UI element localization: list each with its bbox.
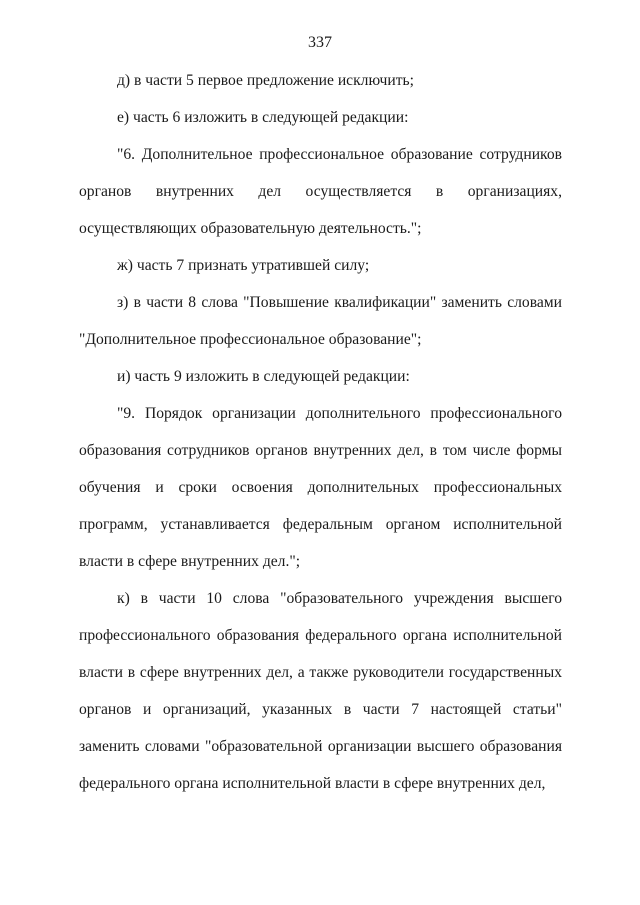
paragraph-quote-9: "9. Порядок организации дополнительного профессионального образования сотрудников органов внутренних дел, в том числе формы обучения и сроки освоения дополнительных профессиональных программ, устанавливается федеральным органом исполнительной власти в сфере внутренних дел.";: [79, 405, 562, 570]
paragraph-z: з) в части 8 слова "Повышение квалификации" заменить словами "Дополнительное профессиональное образование";: [79, 294, 562, 348]
paragraph-i: и) часть 9 изложить в следующей редакции:: [117, 368, 410, 385]
paragraph-d: д) в части 5 первое предложение исключить;: [117, 72, 414, 89]
paragraph-e: е) часть 6 изложить в следующей редакции:: [117, 109, 409, 126]
paragraph-zh: ж) часть 7 признать утратившей силу;: [117, 257, 370, 274]
paragraph-quote-6: "6. Дополнительное профессиональное образование сотрудников органов внутренних дел осуществляется в организациях, осуществляющих образовательную деятельность.";: [79, 146, 562, 237]
page-number: 337: [308, 34, 332, 51]
paragraph-k: к) в части 10 слова "образовательного учреждения высшего профессионального образования федерального органа исполнительной власти в сфере внутренних дел, а также руководители государственных органов и организаций, указанных в части 7 настоящей статьи" заменить словами "образовательной организации высшего образования федерального органа исполнительной власти в сфере внутренних дел,: [79, 590, 562, 792]
